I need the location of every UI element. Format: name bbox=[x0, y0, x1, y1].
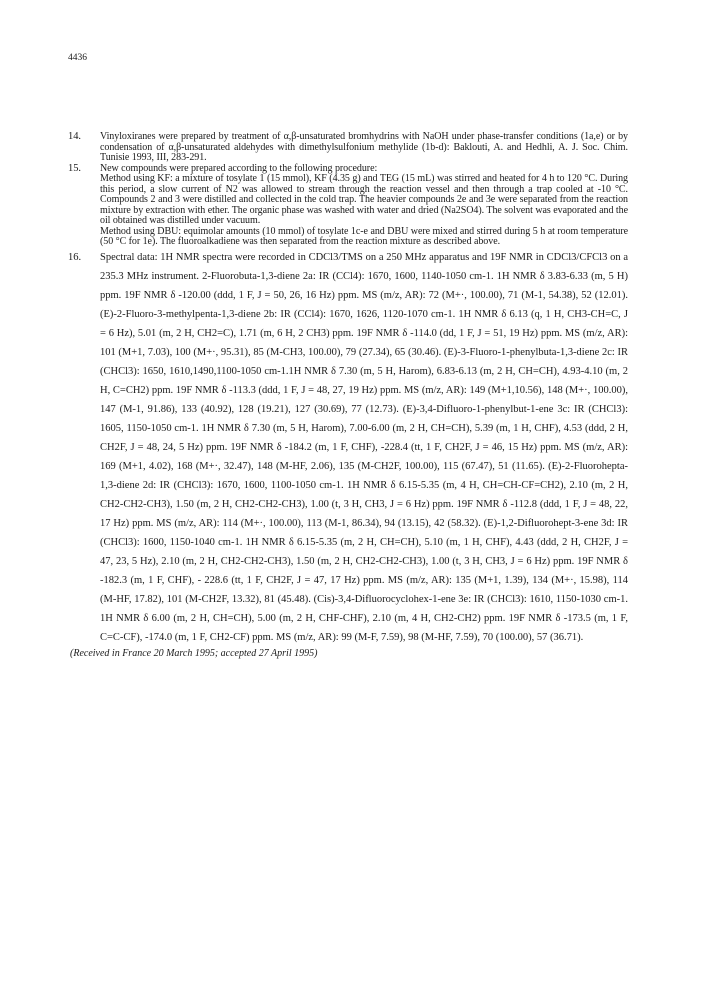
note-number: 16. bbox=[68, 251, 82, 263]
note-15 bbox=[68, 164, 628, 248]
note-paragraph: Method using KF: a mixture of tosylate 1 (15 mmol), KF (4.35 g) and TEG (15 mL) was stirred and heated for 4 h to 120 °C. During this period, a slow current of N2 was allowed to stream through the reaction vessel and then through a trap cooled at -10 °C. Compounds 2 and 3 were distilled and collected in the cold trap. The heavier compounds 2e and 3e were separated from the reaction mixture by extraction with ether. The organic phase was washed with water and dried (Na2SO4). The solvent was evaporated and the oil obtained was distilled under vacuum. bbox=[100, 173, 628, 226]
note-paragraph: New compounds were prepared according to the following procedure: bbox=[100, 162, 378, 174]
note-16 bbox=[68, 248, 628, 647]
note-paragraph: Spectral data: 1H NMR spectra were recorded in CDCl3/TMS on a 250 MHz apparatus and 19F NMR in CDCl3/CFCl3 on a 235.3 MHz instrument. 2-Fluorobuta-1,3-diene 2a: IR (CCl4): 1670, 1600, 1140-1050 cm-1. 1H NMR δ 3.83-6.33 (m, 5 H) ppm. 19F NMR δ -120.00 (ddd, 1 F, J = 50, 26, 16 Hz) ppm. MS (m/z, AR): 72 (M+·, 100.00), 71 (M-1, 54.38), 52 (12.01). (E)-2-Fluoro-3-methylpenta-1,3-diene 2b: IR (CCl4): 1670, 1626, 1120-1070 cm-1. 1H NMR δ 6.13 (q, 1 H, CH3-CH=C, J = 6 Hz), 5.01 (m, 2 H, CH2=C), 1.71 (m, 6 H, 2 CH3) ppm. 19F NMR δ -114.0 (dd, 1 F, J = 51, 19 Hz) ppm. MS (m/z, AR): 101 (M+1, 7.03), 100 (M+·, 95.31), 85 (M-CH3, 100.00), 79 (27.34), 65 (30.46). (E)-3-Fluoro-1-phenylbuta-1,3-diene 2c: IR (CHCl3): 1650, 1610,1490,1100-1050 cm-1.1H NMR δ 7.30 (m, 5 H, Harom), 6.83-6.13 (m, 2 H, CH=CH), 4.93-4.10 (m, 2 H, C=CH2) ppm. 19F NMR δ -113.3 (ddd, 1 F, J = 48, 27, 19 Hz) ppm. MS (m/z, AR): 149 (M+1,10.56), 148 (M+·, 100.00), 147 (M-1, 91.86), 133 (40.92), 128 (19.21), 127 (30.69), 77 (12.73). (E)-3,4-Difluoro-1-phenylbut-1-ene 3c: IR (CHCl3): 1605, 1150-1050 cm-1. 1H NMR δ 7.30 (m, 5 H, Harom), 7.00-6.00 (m, 2 H, CH=CH), 5.39 (m, 1 H, CHF), 4.53 (ddd, 2 H, CH2F, J = 48, 24, 5 Hz) ppm. 19F NMR δ -184.2 (m, 1 F, CHF), -228.4 (tt, 1 F, CH2F, J = 46, 15 Hz) ppm. MS (m/z, AR): 169 (M+1, 4.02), 168 (M+·, 32.47), 148 (M-HF, 2.06), 135 (M-CH2F, 100.00), 115 (67.47), 51 (11.65). (E)-2-Fluorohepta-1,3-diene 2d: IR (CHCl3): 1670, 1600, 1100-1050 cm-1. 1H NMR δ 6.15-5.35 (m, 4 H, CH=CH-CF=CH2), 2.10 (m, 2 H, CH2-CH2-CH3), 1.50 (m, 2 H, CH2-CH2-CH3), 1.00 (t, 3 H, CH3, J = 6 Hz) ppm. 19F NMR δ -112.8 (ddd, 1 F, J = 48, 22, 17 Hz) ppm. MS (m/z, AR): 114 (M+·, 100.00), 113 (M-1, 86.34), 94 (13.15), 42 (58.32). (E)-1,2-Difluorohept-3-ene 3d: IR (CHCl3): 1600, 1150-1040 cm-1. 1H NMR δ 6.15-5.35 (m, 2 H, CH=CH), 5.10 (m, 1 H, CHF), 4.43 (ddd, 2 H, CH2F, J = 47, 23, 5 Hz), 2.10 (m, 2 H, CH2-CH2-CH3), 1.50 (m, 2 H, CH2-CH2-CH3), 1.00 (t, 3 H, CH3, J = 6 Hz) ppm. 19F NMR δ -182.3 (m, 1 F, CHF), - 228.6 (tt, 1 F, CH2F, J = 47, 17 Hz) ppm. MS (m/z, AR): 135 (M+1, 1.39), 134 (M+·, 15.98), 114 (M-HF, 17.82), 101 (M-CH2F, 13.32), 81 (45.48). (Cis)-3,4-Difluorocyclohex-1-ene 3e: IR (CHCl3): 1610, 1150-1030 cm-1. 1H NMR δ 6.00 (m, 2 H, CH=CH), 5.00 (m, 2 H, CHF-CHF), 2.10 (m, 4 H, CH2-CH2) ppm. 19F NMR δ -173.5 (m, 1 F, C=C-CF), -174.0 (m, 1 F, CH2-CF) ppm. MS (m/z, AR): 99 (M-F, 7.59), 98 (M-HF, 7.59), 70 (100.00), 57 (36.71). bbox=[100, 251, 628, 643]
note-paragraph: Method using DBU: equimolar amounts (10 mmol) of tosylate 1c-e and DBU were mixed and stirred during 5 h at room temperature (50 °C for 1e). The fluoroalkadiene was then separated from the reaction mixture as described above. bbox=[100, 225, 628, 247]
note-paragraph: Vinyloxiranes were prepared by treatment of α,β-unsaturated bromhydrins with NaOH under phase-transfer conditions (1a,e) or by condensation of α,β-unsaturated aldehydes with dimethylsulfonium methylide (1b-d): Baklouti, A. and Hedhli, A. J. Soc. Chim. Tunisie 1993, III, 283-291. bbox=[100, 131, 628, 163]
note-number: 15. bbox=[68, 162, 81, 174]
note-14 bbox=[68, 132, 628, 164]
page-number: 4436 bbox=[68, 53, 87, 63]
note-number: 14. bbox=[68, 131, 81, 142]
notes-list bbox=[68, 132, 628, 647]
received-date-line: (Received in France 20 March 1995; accepted 27 April 1995) bbox=[70, 648, 318, 659]
